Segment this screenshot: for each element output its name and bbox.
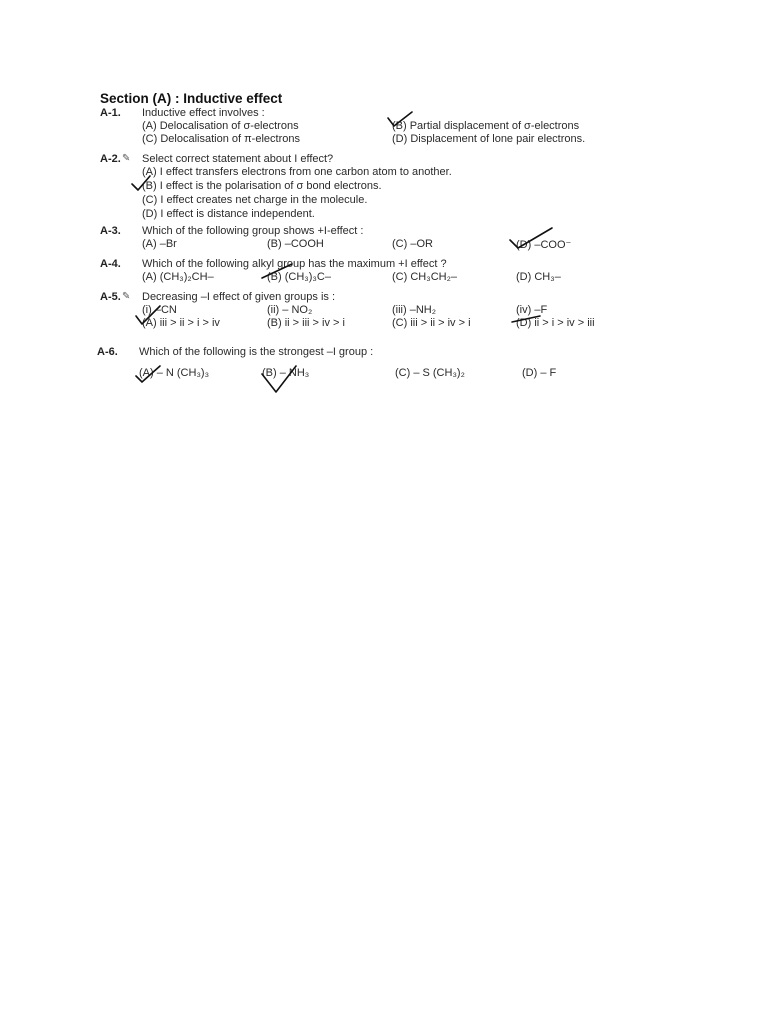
question-number-a3: A-3. xyxy=(100,225,121,237)
option-a6-c: (C) – S (CH₃)₂ xyxy=(395,367,465,379)
option-a1-c: (C) Delocalisation of π-electrons xyxy=(142,133,300,145)
option-a1-a: (A) Delocalisation of σ-electrons xyxy=(142,120,299,132)
item-a5-i: (i) –CN xyxy=(142,304,177,316)
question-number-a4: A-4. xyxy=(100,258,121,270)
question-stem-a6: Which of the following is the strongest –I group : xyxy=(139,346,374,358)
question-stem-a4: Which of the following alkyl group has the maximum +I effect ? xyxy=(142,258,447,270)
option-a2-d: (D) I effect is distance independent. xyxy=(142,208,315,220)
option-a3-b: (B) –COOH xyxy=(267,238,324,250)
option-a3-c: (C) –OR xyxy=(392,238,433,250)
option-a4-d: (D) CH₃– xyxy=(516,271,561,283)
question-stem-a1: Inductive effect involves : xyxy=(142,107,265,119)
option-a5-b: (B) ii > iii > iv > i xyxy=(267,317,345,329)
option-a1-d: (D) Displacement of lone pair electrons. xyxy=(392,133,586,145)
option-a2-c: (C) I effect creates net charge in the molecule. xyxy=(142,194,368,206)
option-a5-c: (C) iii > ii > iv > i xyxy=(392,317,471,329)
option-a5-d: (D) ii > i > iv > iii xyxy=(516,317,595,329)
option-a6-d: (D) – F xyxy=(522,367,557,379)
question-number-a2: A-2. xyxy=(100,153,121,165)
question-stem-a2: Select correct statement about I effect? xyxy=(142,153,334,165)
option-a4-a: (A) (CH₃)₂CH– xyxy=(142,271,214,283)
option-a3-a: (A) –Br xyxy=(142,238,177,250)
item-a5-ii: (ii) – NO₂ xyxy=(267,304,313,316)
section-title: Section (A) : Inductive effect xyxy=(100,91,283,106)
option-a3-d: (D) –COO⁻ xyxy=(516,239,572,251)
option-a1-b: (B) Partial displacement of σ-electrons xyxy=(392,120,580,132)
item-a5-iv: (iv) –F xyxy=(516,304,548,316)
option-a5-a: (A) iii > ii > i > iv xyxy=(142,317,220,329)
pencil-note-icon: ✎ xyxy=(122,153,131,164)
option-a6-a: (A) – N (CH₃)₃ xyxy=(139,367,210,379)
item-a5-iii: (iii) –NH₂ xyxy=(392,304,436,316)
option-a4-c: (C) CH₃CH₂– xyxy=(392,271,457,283)
option-a2-b: (B) I effect is the polarisation of σ bond electrons. xyxy=(142,180,382,192)
option-a2-a: (A) I effect transfers electrons from one carbon atom to another. xyxy=(142,166,452,178)
option-a6-b: (B) – NH₃ xyxy=(262,367,310,379)
question-number-a5: A-5. xyxy=(100,291,121,303)
question-stem-a5: Decreasing –I effect of given groups is : xyxy=(142,291,336,303)
question-stem-a3: Which of the following group shows +I-effect : xyxy=(142,225,364,237)
question-number-a1: A-1. xyxy=(100,107,121,119)
pencil-note-icon: ✎ xyxy=(122,291,131,302)
option-a4-b: (B) (CH₃)₃C– xyxy=(267,271,331,283)
question-number-a6: A-6. xyxy=(97,346,118,358)
